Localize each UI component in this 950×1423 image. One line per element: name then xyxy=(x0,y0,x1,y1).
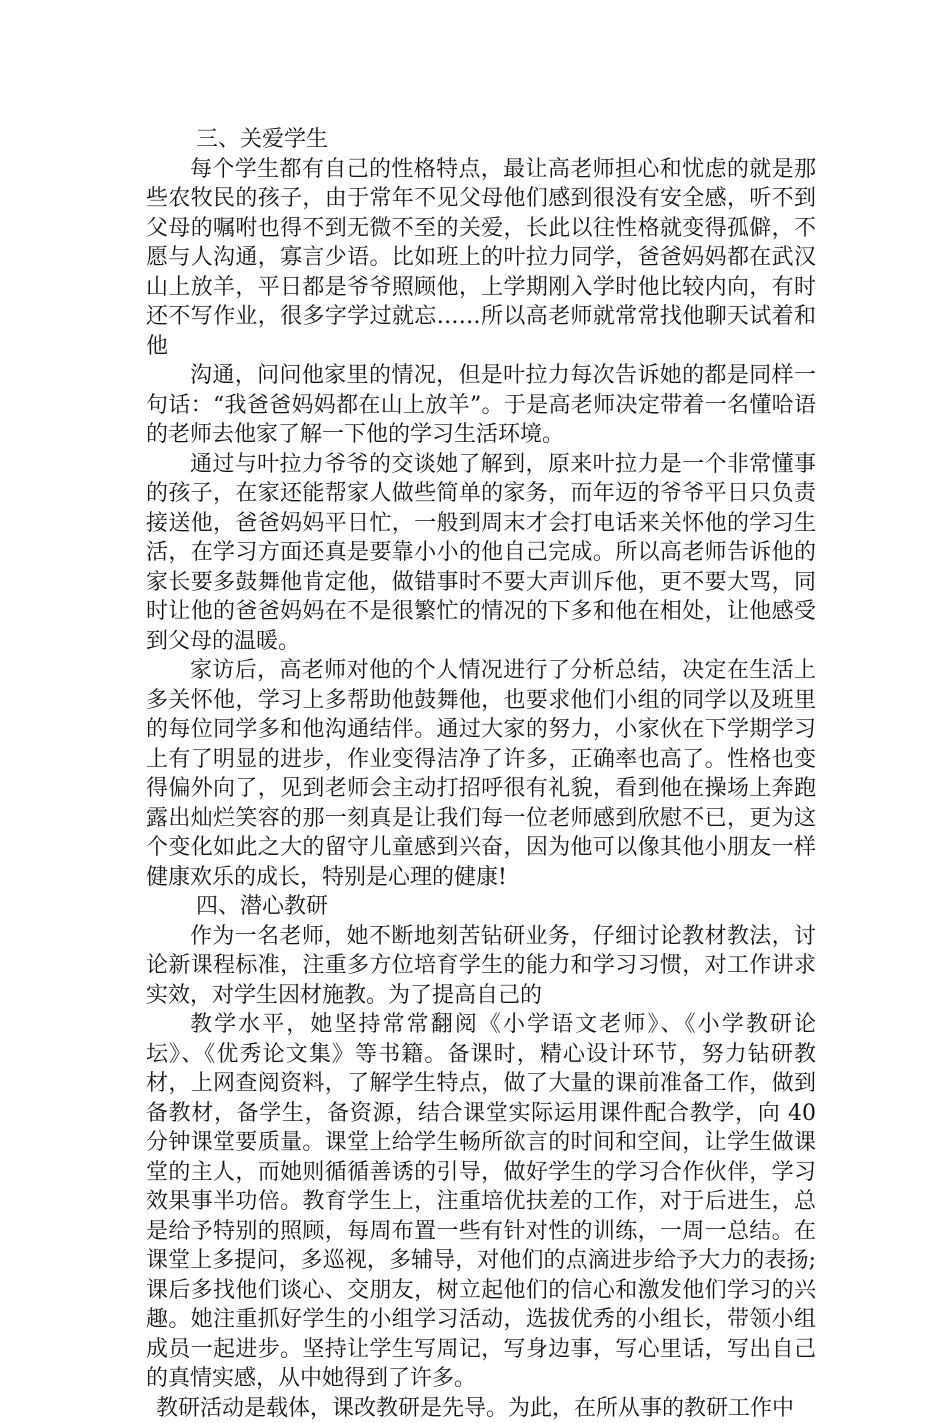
paragraph: 家访后，高老师对他的个人情况进行了分析总结，决定在生活上多关怀他，学习上多帮助他鼓舞他，也要求他们小组的同学以及班里的每位同学多和他沟通结伴。通过大家的努力，小家伙在下学期学习上有了明显的进步，作业变得洁净了许多，正确率也高了。性格也变得偏外向了，见到老师会主动打招呼很有礼貌，看到他在操场上奔跑露出灿烂笑容的那一刻真是让我们每一位老师感到欣慰不已，更为这个变化如此之大的留守儿童感到兴奋，因为他可以像其他小朋友一样健康欢乐的成长，特别是心理的健康! xyxy=(146,656,816,892)
section-heading-care-students: 三、关爱学生 xyxy=(146,125,816,155)
paragraph: 通过与叶拉力爷爷的交谈她了解到，原来叶拉力是一个非常懂事的孩子，在家还能帮家人做些简单的家务，而年迈的爷爷平日只负责接送他，爸爸妈妈平日忙，一般到周末才会打电话来关怀他的学习生活，在学习方面还真是要靠小小的他自己完成。所以高老师告诉他的家长要多鼓舞他肯定他，做错事时不要大声训斥他，更不要大骂，同时让他的爸爸妈妈在不是很繁忙的情况的下多和他在相处，让他感受到父母的温暖。 xyxy=(146,450,816,657)
document-body xyxy=(146,125,816,1423)
paragraph: 沟通，问问他家里的情况，但是叶拉力每次告诉她的都是同样一句话：“我爸爸妈妈都在山上放羊”。于是高老师决定带着一名懂哈语的老师去他家了解一下他的学习生活环境。 xyxy=(146,361,816,450)
section-heading-teaching-research: 四、潜心教研 xyxy=(146,892,816,922)
paragraph: 教学水平，她坚持常常翻阅《小学语文老师》、《小学教研论坛》、《优秀论文集》等书籍。备课时，精心设计环节，努力钻研教材，上网查阅资料，了解学生特点，做了大量的课前准备工作，做到备教材，备学生，备资源，结合课堂实际运用课件配合教学，向 40 分钟课堂要质量。课堂上给学生畅所欲言的时间和空间，让学生做课堂的主人，而她则循循善诱的引导，做好学生的学习合作伙伴，学习效果事半功倍。教育学生上，注重培优扶差的工作，对于后进生，总是给予特别的照顾，每周布置一些有针对性的训练，一周一总结。在课堂上多提问，多巡视，多辅导，对他们的点滴进步给予大力的表扬;课后多找他们谈心、交朋友，树立起他们的信心和激发他们学习的兴趣。她注重抓好学生的小组学习活动，选拔优秀的小组长，带领小组成员一起进步。坚持让学生写周记，写身边事，写心里话，写出自己的真情实感，从中她得到了许多。 xyxy=(146,1010,816,1394)
paragraph: 作为一名老师，她不断地刻苦钻研业务，仔细讨论教材教法，讨论新课程标准，注重多方位培育学生的能力和学习习惯，对工作讲求实效，对学生因材施教。为了提高自己的 xyxy=(146,922,816,1011)
paragraph: 教研活动是载体，课改教研是先导。为此，在所从事的教研工作中 xyxy=(146,1394,816,1423)
paragraph: 每个学生都有自己的性格特点，最让高老师担心和忧虑的就是那些农牧民的孩子，由于常年不见父母他们感到很没有安全感，听不到父母的嘱咐也得不到无微不至的关爱，长此以往性格就变得孤僻，不愿与人沟通，寡言少语。比如班上的叶拉力同学，爸爸妈妈都在武汉山上放羊，平日都是爷爷照顾他，上学期刚入学时他比较内向，有时还不写作业，很多字学过就忘……所以高老师就常常找他聊天试着和他 xyxy=(146,155,816,362)
